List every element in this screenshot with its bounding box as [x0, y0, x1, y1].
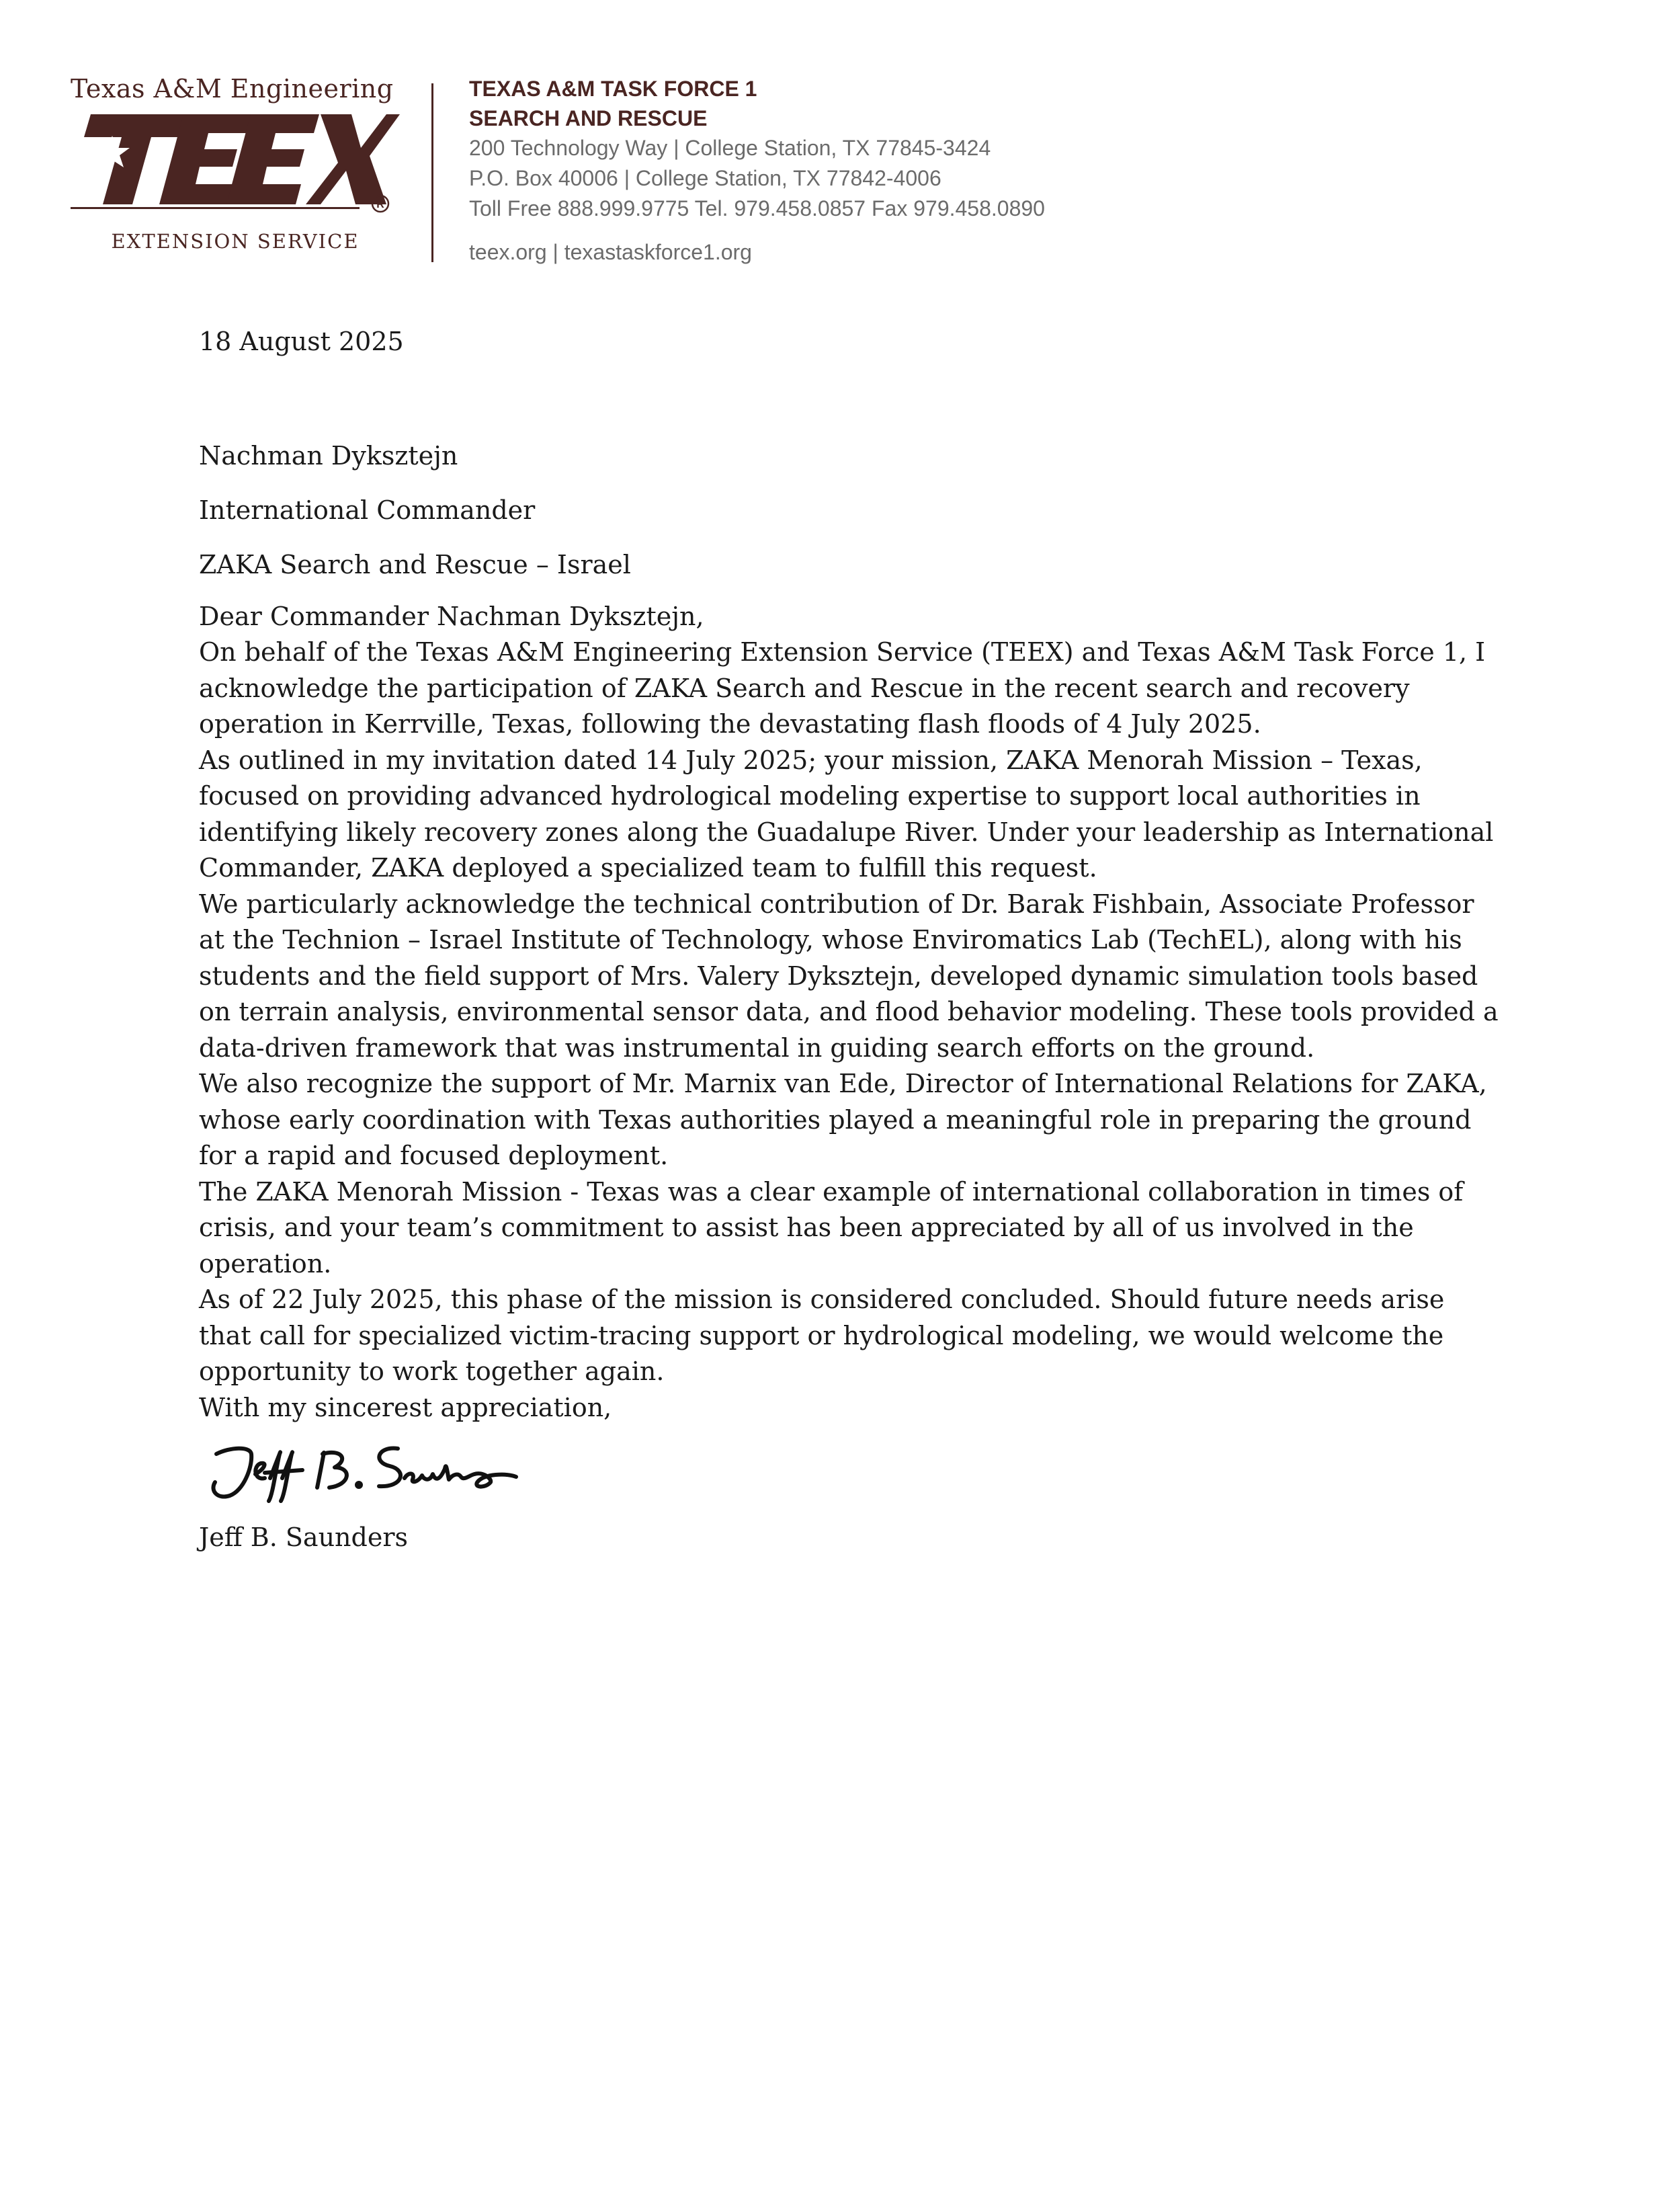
teex-logo	[71, 74, 400, 262]
org-name-line2: SEARCH AND RESCUE	[469, 106, 708, 130]
letter-date: 18 August 2025	[199, 327, 404, 356]
recipient-title: International Commander	[199, 495, 536, 525]
letter-body	[199, 321, 1503, 1557]
closing: With my sincerest appreciation,	[199, 1392, 612, 1422]
letterhead-divider	[431, 83, 433, 262]
greeting: Dear Commander Nachman Dyksztejn,	[199, 602, 704, 631]
org-name-line1: TEXAS A&M TASK FORCE 1	[469, 77, 757, 101]
recipient-org: ZAKA Search and Rescue – Israel	[199, 550, 631, 579]
signature	[203, 1434, 526, 1508]
paragraph: As of 22 July 2025, this phase of the mission is considered concluded. Should future needs arise that call for specialized victim-tracing support or hydrological modeling, we would welcome the opportunity to work together again.	[199, 1285, 1445, 1386]
svg-text:R: R	[376, 199, 384, 210]
address-line1: 200 Technology Way | College Station, TX 77845-3424	[469, 136, 991, 160]
websites: teex.org | texastaskforce1.org	[469, 240, 752, 264]
logo-top-text: Texas A&M Engineering	[71, 74, 394, 104]
paragraph: The ZAKA Menorah Mission - Texas was a clear example of international collaboration in times of crisis, and your team’s commitment to assist has been appreciated by all of us involved in the operation.	[199, 1176, 1464, 1279]
letterhead	[71, 74, 1213, 262]
signer-name: Jeff B. Saunders	[199, 1522, 408, 1552]
registered-mark	[370, 194, 390, 214]
recipient-block	[199, 436, 1503, 585]
paragraph: We also recognize the support of Mr. Marnix van Ede, Director of International Relations for ZAKA, whose early coordination with Texas authorities played a meaningful role in preparing the ground for a rapid and focused deployment.	[199, 1069, 1487, 1170]
recipient-name: Nachman Dyksztejn	[199, 441, 458, 471]
organization-info	[469, 74, 1208, 268]
paragraph: As outlined in my invitation dated 14 July 2025; your mission, ZAKA Menorah Mission – Texas, focused on providing advanced hydrological modeling expertise to support local authorities in identifying likely recovery zones along the Guadalupe River. Under your leadership as International Commander, ZAKA deployed a specialized team to fulfill this request.	[199, 745, 1494, 883]
logo-bottom-text: EXTENSION SERVICE	[111, 230, 360, 253]
teex-logo-mark	[71, 109, 400, 210]
paragraph: We particularly acknowledge the technical contribution of Dr. Barak Fishbain, Associate Professor at the Technion – Israel Institute of Technology, whose Enviromatics Lab (TechEL), along with his students and the field support of Mrs. Valery Dyksztejn, developed dynamic simulation tools based on terrain analysis, environmental sensor data, and flood behavior modeling. These tools provided a data-driven framework that was instrumental in guiding search efforts on the ground.	[199, 889, 1499, 1063]
paragraph: On behalf of the Texas A&M Engineering Extension Service (TEEX) and Texas A&M Task Force 1, I acknowledge the participation of ZAKA Search and Rescue in the recent search and recovery operation in Kerrville, Texas, following the devastating flash floods of 4 July 2025.	[199, 637, 1486, 739]
phone-line: Toll Free 888.999.9775 Tel. 979.458.0857 Fax 979.458.0890	[469, 196, 1045, 220]
address-line2: P.O. Box 40006 | College Station, TX 77842-4006	[469, 166, 941, 190]
